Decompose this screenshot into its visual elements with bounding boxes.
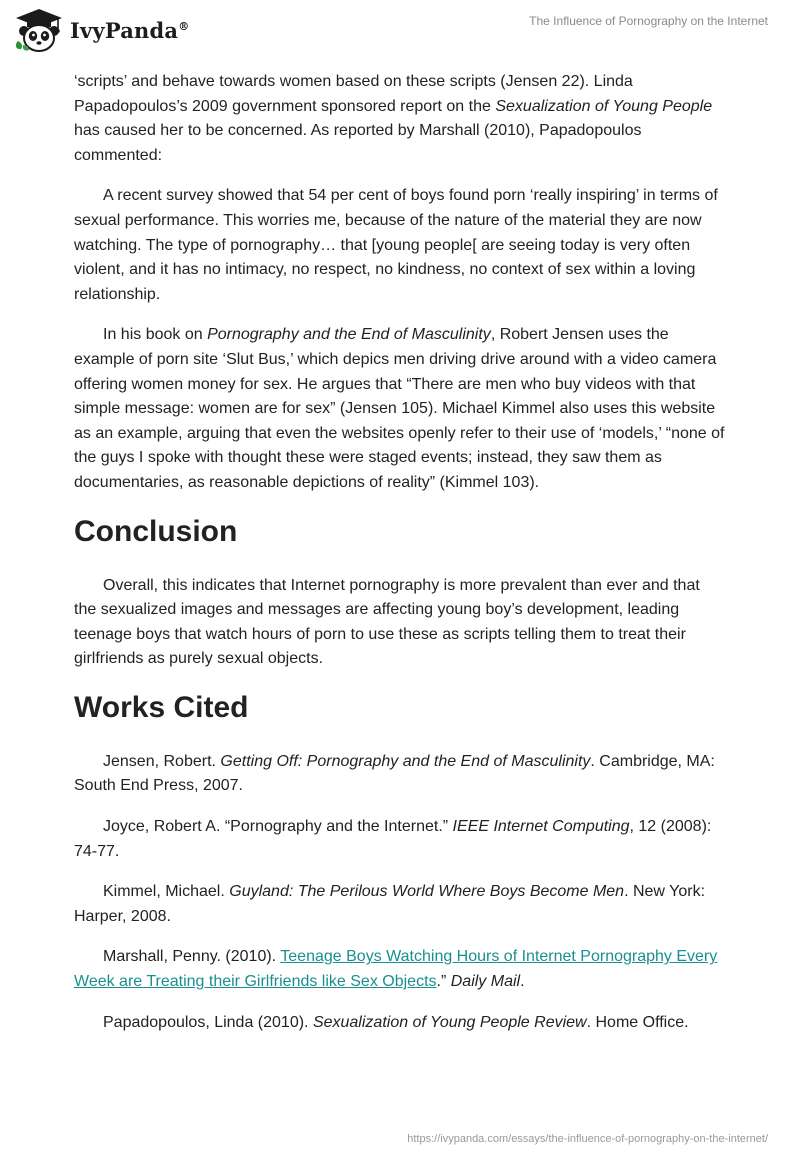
conclusion-paragraph: Overall, this indicates that Internet pornography is more prevalent than ever and that the sexualized images and messages are affecting young boy’s development, leading teenage boys that watch hours of porn to use these as scripts telling them to treat their girlfriends as purely sexual objects.	[74, 576, 700, 668]
citation-link[interactable]: Teenage Boys Watching Hours of Internet Pornography Every Week are Treating their Girlfriends like Sex Objects	[74, 948, 718, 991]
citation-item: Kimmel, Michael. Guyland: The Perilous World Where Boys Become Men. New York: Harper, 2008.	[74, 883, 706, 925]
works-cited-heading: Works Cited	[74, 690, 249, 724]
paragraph: ‘scripts’ and behave towards women based on these scripts (Jensen 22). Linda Papadopoulos’s 2009 government sponsored report on the Sexualization of Young People has caused her to be concerned. As reported by Marshall (2010), Papadopoulos commented:	[74, 73, 713, 164]
citation-item: Papadopoulos, Linda (2010). Sexualization of Young People Review. Home Office.	[103, 1013, 689, 1031]
citation-item: Jensen, Robert. Getting Off: Pornography and the End of Masculinity. Cambridge, MA: South End Press, 2007.	[74, 752, 715, 795]
document-title: The Influence of Pornography on the Internet	[529, 14, 768, 28]
paragraph: In his book on Pornography and the End of Masculinity, Robert Jensen uses the example of porn site ‘Slut Bus,’ which depics men driving drive around with a video camera offering women money for sex. He argues that “There are men who buy videos with that simple message: women are for sex” (Jensen 105). Michael Kimmel also uses this website as an example, arguing that even the websites openly refer to their use of ‘models,’ “none of the guys I spoke with thought these were staged events; instead, they saw them as documentaries, as reasonable depictions of reality” (Kimmel 103).	[74, 326, 725, 491]
block-quote: A recent survey showed that 54 per cent of boys found porn ‘really inspiring’ in terms of sexual performance. This worries me, because of the nature of the material they are now watching. The type of pornography… that [young people[ are seeing today is very often violent, and it has no intimacy, no respect, no kindness, no context of sex within a loving relationship.	[74, 187, 718, 303]
page-header	[0, 0, 800, 64]
citation-item: Marshall, Penny. (2010). Teenage Boys Watching Hours of Internet Pornography Every Week are Treating their Girlfriends like Sex Objects.” Daily Mail.	[74, 948, 718, 991]
essay-body	[74, 70, 726, 1051]
brand-name: IvyPanda®	[70, 17, 190, 43]
source-url: https://ivypanda.com/essays/the-influence-of-pornography-on-the-internet/	[407, 1133, 768, 1145]
ivypanda-logo[interactable]	[14, 8, 189, 52]
conclusion-heading: Conclusion	[74, 514, 238, 548]
panda-graduate-icon	[14, 8, 64, 52]
citation-item: Joyce, Robert A. “Pornography and the Internet.” IEEE Internet Computing, 12 (2008): 74-77.	[74, 818, 712, 860]
